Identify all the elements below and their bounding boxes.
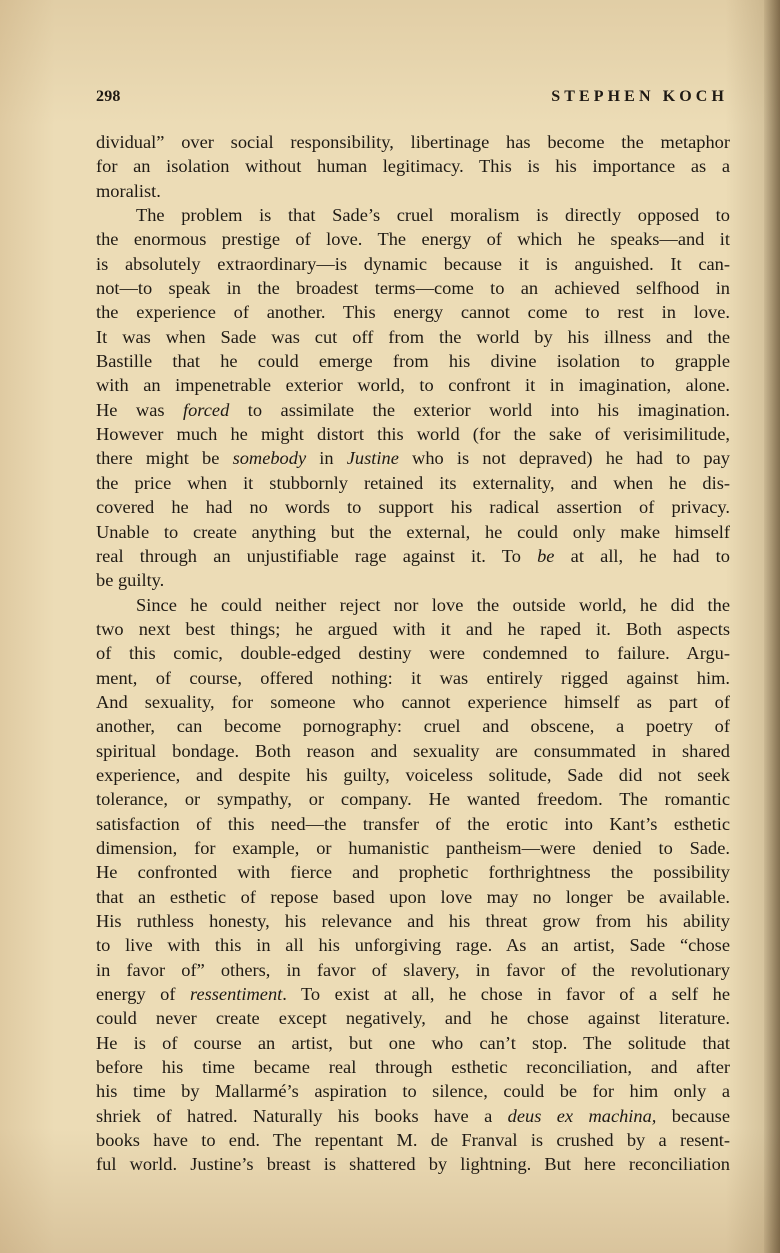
- italic-text: forced: [182, 399, 230, 420]
- text-line: Unable to create anything but the external, he could only make himself: [96, 521, 730, 542]
- text-fragment: energy of: [96, 984, 190, 1005]
- text-fragment: at all, he had to: [554, 545, 730, 566]
- page-edge-shadow: [764, 0, 780, 1253]
- text-line: is absolutely extraordinary—is dynamic because it is anguished. It can-: [96, 253, 730, 274]
- text-line: spiritual bondage. Both reason and sexuality are consummated in shared: [96, 740, 730, 761]
- text-fragment: real through an unjustifiable rage against it. To: [96, 545, 538, 566]
- text-line: the experience of another. This energy cannot come to rest in love.: [96, 302, 730, 323]
- text-line: could never create except negatively, and he chose against literature.: [96, 1008, 730, 1029]
- text-line: [96, 398, 730, 422]
- text-line: moralist.: [96, 180, 161, 201]
- text-line: Since he could neither reject nor love the outside world, he did the: [136, 594, 730, 615]
- text-line: He is of course an artist, but one who can’t stop. The solitude that: [96, 1032, 730, 1053]
- text-line: not—to speak in the broadest terms—come to an achieved selfhood in: [96, 278, 730, 299]
- text-fragment: . To exist at all, he chose in favor of a self he: [282, 984, 730, 1005]
- italic-text: somebody: [232, 448, 307, 469]
- text-line: for an isolation without human legitimacy. This is his importance as a: [96, 156, 730, 177]
- text-line: ment, of course, offered nothing: it was entirely rigged against him.: [96, 667, 730, 688]
- text-line: [96, 1104, 730, 1128]
- text-line: The problem is that Sade’s cruel moralism is directly opposed to: [136, 205, 730, 226]
- text-line: His ruthless honesty, his relevance and his threat grow from his ability: [96, 911, 730, 931]
- text-line: dividual” over social responsibility, libertinage has become the metaphor: [96, 132, 730, 152]
- text-fragment: He was: [96, 399, 183, 420]
- text-line: the enormous prestige of love. The energy of which he speaks—and it: [96, 229, 730, 250]
- text-line: Bastille that he could emerge from his divine isolation to grapple: [96, 351, 730, 372]
- text-line: two next best things; he argued with it and he raped it. Both aspects: [96, 618, 730, 639]
- text-line: books have to end. The repentant M. de Franval is crushed by a resent-: [96, 1130, 730, 1151]
- text-line: covered he had no words to support his radical assertion of privacy.: [96, 497, 730, 518]
- italic-text: Justine: [346, 448, 399, 469]
- text-line: [96, 544, 730, 568]
- italic-text: be: [537, 545, 555, 566]
- text-line: However much he might distort this world (for the sake of verisimilitude,: [96, 424, 730, 445]
- text-line: the price when it stubbornly retained its externality, and when he dis-: [96, 472, 730, 493]
- page-number: 298: [96, 88, 121, 105]
- body-text: [96, 130, 730, 1177]
- text-line: satisfaction of this need—the transfer of the erotic into Kant’s esthetic: [96, 813, 730, 834]
- text-line: be guilty.: [96, 570, 165, 591]
- text-line: He confronted with fierce and prophetic forthrightness the possibility: [96, 862, 730, 883]
- text-line: It was when Sade was cut off from the world by his illness and the: [96, 326, 730, 347]
- italic-text: deus ex machina,: [507, 1105, 657, 1126]
- text-fragment: to assimilate the exterior world into his imagination.: [229, 399, 730, 420]
- text-line: [96, 982, 730, 1006]
- text-fragment: in: [306, 448, 347, 469]
- text-fragment: because: [656, 1105, 730, 1126]
- text-fragment: shriek of hatred. Naturally his books have a: [96, 1105, 508, 1126]
- text-line: before his time became real through esthetic reconciliation, and after: [96, 1057, 730, 1078]
- text-line: And sexuality, for someone who cannot experience himself as part of: [96, 691, 730, 712]
- page-header: [96, 88, 728, 110]
- text-line: of this comic, double-edged destiny were condemned to failure. Argu-: [96, 643, 730, 664]
- text-line: dimension, for example, or humanistic pantheism—were denied to Sade.: [96, 837, 730, 858]
- text-line: in favor of” others, in favor of slavery, in favor of the revolutionary: [96, 959, 730, 980]
- text-line: [96, 446, 730, 470]
- italic-text: ressentiment: [189, 984, 283, 1005]
- text-line: with an impenetrable exterior world, to confront it in imagination, alone.: [96, 375, 730, 396]
- text-line: tolerance, or sympathy, or company. He wanted freedom. The romantic: [96, 789, 730, 810]
- text-line: to live with this in all his unforgiving rage. As an artist, Sade “chose: [96, 935, 730, 956]
- text-line: another, can become pornography: cruel and obscene, a poetry of: [96, 716, 730, 737]
- text-fragment: who is not depraved) he had to pay: [398, 448, 730, 469]
- running-head: STEPHEN KOCH: [551, 88, 728, 105]
- text-fragment: there might be: [96, 448, 233, 469]
- text-line: experience, and despite his guilty, voiceless solitude, Sade did not seek: [96, 764, 730, 785]
- text-line: that an esthetic of repose based upon love may no longer be available.: [96, 886, 730, 907]
- text-line: his time by Mallarmé’s aspiration to silence, could be for him only a: [96, 1081, 730, 1102]
- text-line: ful world. Justine’s breast is shattered by lightning. But here reconciliation: [96, 1154, 730, 1175]
